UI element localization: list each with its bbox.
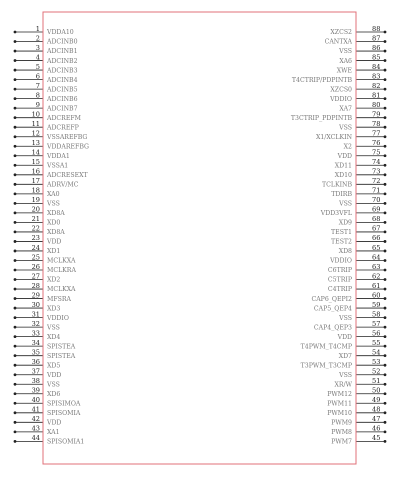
pin-number: 67 (372, 224, 381, 233)
pin-number: 11 (31, 120, 40, 128)
pin-end-dot (14, 59, 17, 62)
pin-number: 10 (31, 110, 40, 119)
pin-label: ADCINB7 (47, 105, 78, 113)
pin-end-dot (384, 316, 387, 319)
pin-number: 7 (35, 81, 40, 90)
pin-end-dot (14, 411, 17, 414)
pin-label: VSS (339, 314, 352, 322)
pin-end-dot (384, 69, 387, 72)
pin-label: XD1 (47, 248, 61, 256)
pin-end-dot (14, 164, 17, 167)
pin-label: PWM7 (331, 438, 352, 446)
pin-end-dot (14, 135, 17, 138)
pin-end-dot (384, 116, 387, 119)
pin-label: SPISOMIA (47, 410, 81, 417)
pin-number: 35 (31, 348, 40, 357)
pin-number: 43 (31, 424, 40, 433)
pin-end-dot (14, 335, 17, 338)
pin-label: ADRV/MC (47, 181, 79, 189)
pin-label: CAP4_QEP3 (313, 324, 352, 332)
pin-label: VDDIO (330, 95, 352, 103)
pin-end-dot (14, 202, 17, 205)
pin-number: 55 (372, 338, 381, 347)
pin-end-dot (384, 364, 387, 367)
pin-end-dot (14, 326, 17, 329)
pin-label: VDD3VFL (320, 210, 352, 218)
pin-number: 14 (31, 148, 40, 157)
pin-label: XA6 (339, 57, 352, 65)
pin-label: TCLKINB (322, 181, 352, 189)
pin-label: XD8A (47, 229, 65, 237)
pin-number: 84 (372, 62, 381, 71)
pin-end-dot (14, 269, 17, 272)
pin-number: 30 (31, 300, 40, 309)
pin-label: XD11 (334, 162, 352, 170)
pin-label: CAP5_QEP4 (313, 305, 352, 313)
pin-label: ADCINB3 (47, 67, 78, 75)
pin-number: 34 (31, 338, 40, 347)
pin-label: VSS (47, 200, 60, 208)
pin-end-dot (384, 183, 387, 186)
pin-end-dot (384, 278, 387, 281)
pin-label: PWM12 (327, 390, 352, 398)
pin-end-dot (384, 411, 387, 414)
pin-label: XWE (336, 67, 352, 75)
pin-end-dot (384, 430, 387, 433)
pin-end-dot (384, 173, 387, 176)
pin-label: T4PWM_T4CMP (300, 343, 352, 351)
pin-number: 58 (372, 310, 381, 319)
pin-end-dot (384, 126, 387, 129)
pin-end-dot (14, 259, 17, 262)
pin-label: ADCINB0 (47, 38, 78, 46)
pin-end-dot (384, 307, 387, 310)
pin-label: XR/W (334, 381, 352, 389)
pin-label: MCLKRA (47, 267, 76, 275)
pin-number: 31 (31, 310, 40, 319)
pin-end-dot (384, 240, 387, 243)
pin-number: 27 (31, 272, 40, 281)
pin-label: XD0 (47, 219, 61, 227)
pin-end-dot (14, 107, 17, 110)
pin-label: XA1 (47, 429, 60, 437)
pin-label: ADCRESEXT (47, 172, 88, 179)
pin-number: 23 (31, 234, 40, 243)
pin-end-dot (14, 297, 17, 300)
pin-label: VSS (339, 124, 352, 132)
pin-number: 40 (31, 396, 40, 405)
pin-label: XZCS0 (330, 86, 352, 94)
pin-end-dot (14, 316, 17, 319)
pin-end-dot (14, 69, 17, 72)
pin-number: 68 (372, 215, 381, 224)
pin-end-dot (384, 345, 387, 348)
pin-number: 54 (372, 348, 381, 357)
pin-end-dot (14, 345, 17, 348)
pin-number: 87 (372, 34, 381, 43)
pin-label: VDDIO (47, 314, 69, 322)
pin-number: 13 (31, 139, 40, 148)
pin-number: 5 (35, 62, 40, 71)
pin-label: XA0 (47, 191, 60, 199)
pin-end-dot (14, 50, 17, 53)
pin-number: 50 (372, 386, 381, 395)
pin-end-dot (14, 288, 17, 291)
pin-label: TEST1 (331, 229, 352, 237)
pin-end-dot (14, 192, 17, 195)
pin-label: XD8 (338, 248, 352, 256)
pin-number: 8 (35, 91, 40, 100)
pin-end-dot (14, 240, 17, 243)
pin-label: XD3 (47, 305, 61, 313)
pin-number: 60 (372, 291, 381, 300)
pin-number: 25 (31, 253, 40, 262)
pin-end-dot (14, 40, 17, 43)
pin-number: 20 (31, 205, 40, 214)
pin-number: 22 (31, 224, 40, 233)
pin-end-dot (384, 288, 387, 291)
pin-number: 53 (372, 358, 381, 366)
pin-number: 88 (372, 24, 381, 33)
pin-number: 36 (31, 358, 40, 366)
pin-number: 47 (372, 415, 381, 424)
pin-label: TEST2 (331, 238, 352, 246)
pin-label: ADCINB1 (47, 48, 78, 56)
pin-label: XD10 (334, 172, 352, 179)
pin-number: 32 (31, 319, 40, 328)
pin-number: 64 (372, 253, 381, 262)
pin-end-dot (384, 78, 387, 81)
pin-number: 4 (35, 53, 40, 62)
pin-number: 51 (372, 377, 381, 386)
pin-end-dot (14, 430, 17, 433)
pin-number: 33 (31, 329, 40, 338)
pin-end-dot (14, 364, 17, 367)
pin-end-dot (14, 373, 17, 376)
pin-label: MFSRA (47, 295, 71, 303)
pin-end-dot (384, 211, 387, 214)
pin-number: 61 (372, 281, 381, 290)
pin-label: VSS (339, 371, 352, 379)
pin-end-dot (14, 307, 17, 310)
pin-end-dot (384, 231, 387, 234)
pin-number: 70 (372, 196, 381, 205)
pin-number: 16 (31, 167, 40, 176)
pin-label: VDD (337, 152, 352, 160)
pin-number: 80 (372, 100, 381, 109)
pin-number: 78 (372, 120, 381, 128)
pin-end-dot (384, 354, 387, 357)
pin-number: 85 (372, 53, 381, 62)
pin-end-dot (384, 145, 387, 148)
pin-number: 39 (31, 386, 40, 395)
pin-end-dot (384, 97, 387, 100)
pin-number: 28 (31, 281, 40, 290)
pin-number: 21 (31, 215, 40, 224)
pin-end-dot (384, 31, 387, 34)
pin-number: 66 (372, 234, 381, 243)
pin-end-dot (384, 335, 387, 338)
pin-label: XD6 (47, 390, 61, 398)
pin-number: 37 (31, 367, 40, 376)
pin-number: 75 (372, 148, 381, 157)
pin-label: CAP6_QEPI2 (311, 295, 352, 303)
pin-end-dot (384, 250, 387, 253)
pin-label: X1/XCLKIN (315, 133, 352, 141)
pin-label: C6TRIP (327, 267, 352, 275)
pin-label: X2 (343, 143, 352, 151)
pin-label: TDIRB (331, 191, 352, 199)
pin-number: 79 (372, 110, 381, 119)
pin-label: VSSAREFBG (47, 133, 88, 141)
pin-end-dot (384, 221, 387, 224)
pin-end-dot (14, 31, 17, 34)
pin-label: PWM8 (331, 429, 352, 437)
pin-end-dot (384, 440, 387, 443)
pin-label: C5TRIP (327, 276, 352, 284)
pin-label: ADCREFM (47, 114, 81, 122)
pin-number: 44 (31, 434, 40, 443)
pin-label: PWM11 (327, 400, 352, 408)
pin-label: SPISTEA (47, 343, 76, 351)
pin-label: VSS (339, 200, 352, 208)
pin-label: VSSA1 (47, 162, 69, 170)
pin-number: 29 (31, 291, 40, 300)
pin-number: 24 (31, 243, 40, 252)
pin-end-dot (14, 221, 17, 224)
pin-number: 83 (372, 72, 381, 81)
pin-end-dot (384, 50, 387, 53)
pin-label: XD5 (47, 362, 61, 370)
pin-end-dot (14, 250, 17, 253)
pin-number: 19 (31, 196, 40, 205)
pin-number: 63 (372, 262, 381, 271)
pin-number: 15 (31, 158, 40, 167)
pin-number: 65 (372, 243, 381, 252)
pin-label: XD4 (47, 333, 61, 341)
pin-end-dot (14, 231, 17, 234)
pin-number: 9 (35, 100, 40, 109)
pin-label: VDDA10 (47, 29, 74, 37)
pin-end-dot (384, 373, 387, 376)
pin-label: ADCINB5 (47, 86, 78, 94)
pin-label: XD2 (47, 276, 61, 284)
pin-label: PWM10 (327, 410, 352, 417)
pin-label: ADCINB6 (47, 95, 78, 103)
pin-label: VDD (47, 238, 62, 246)
pin-end-dot (14, 421, 17, 424)
pin-number: 86 (372, 43, 381, 52)
pin-label: SPISTEA (47, 352, 76, 360)
pin-label: CANTXA (324, 38, 352, 46)
pin-label: ADCINB4 (47, 76, 78, 84)
pin-end-dot (384, 40, 387, 43)
pin-end-dot (384, 107, 387, 110)
pin-number: 52 (372, 367, 381, 376)
pin-end-dot (384, 326, 387, 329)
pin-number: 56 (372, 329, 381, 338)
pin-number: 49 (372, 396, 381, 405)
pin-label: VDD (337, 333, 352, 341)
pin-number: 3 (35, 43, 40, 52)
pin-label: XZCS2 (330, 29, 352, 37)
pin-label: PWM9 (331, 419, 352, 427)
pin-number: 81 (372, 91, 381, 100)
pin-number: 62 (372, 272, 381, 281)
pin-end-dot (14, 383, 17, 386)
pin-number: 26 (31, 262, 40, 271)
pin-end-dot (384, 269, 387, 272)
pin-end-dot (384, 135, 387, 138)
pin-number: 2 (35, 34, 40, 43)
pin-number: 76 (372, 139, 381, 148)
pin-end-dot (384, 383, 387, 386)
pin-label: C4TRIP (327, 286, 352, 294)
pin-end-dot (384, 164, 387, 167)
pin-label: T4CTRIP/PDPINTB (291, 76, 352, 84)
pin-label: XD7 (338, 352, 352, 360)
pin-end-dot (14, 183, 17, 186)
pin-end-dot (384, 154, 387, 157)
pin-label: MCLKXA (47, 286, 76, 294)
pin-end-dot (14, 145, 17, 148)
pin-number: 41 (31, 405, 40, 414)
pin-number: 12 (31, 129, 40, 138)
pin-label: XA7 (339, 105, 352, 113)
pin-end-dot (384, 421, 387, 424)
pin-number: 69 (372, 205, 381, 214)
pin-end-dot (14, 354, 17, 357)
pin-label: VDDA1 (47, 152, 70, 160)
pin-number: 38 (31, 377, 40, 386)
pin-label: VDD (47, 419, 62, 427)
pin-number: 6 (35, 72, 40, 81)
pin-label: VSS (47, 324, 60, 332)
pin-end-dot (14, 402, 17, 405)
pin-end-dot (14, 211, 17, 214)
pin-label: T3CTRIP_PDPINTB (290, 114, 352, 122)
pin-number: 18 (31, 186, 40, 195)
pin-label: SPISIMOA (47, 400, 81, 408)
pin-label: VDD (47, 371, 62, 379)
pin-label: VSS (339, 48, 352, 56)
pin-label: VDDIO (330, 257, 352, 265)
pin-end-dot (384, 88, 387, 91)
pin-label: ADCREFP (47, 124, 79, 132)
pin-number: 57 (372, 319, 381, 328)
pin-number: 74 (372, 158, 381, 167)
pin-label: SPISOMIA1 (47, 438, 85, 446)
pin-number: 1 (35, 24, 40, 33)
pin-number: 71 (372, 186, 381, 195)
pin-number: 72 (372, 177, 381, 186)
pin-end-dot (384, 297, 387, 300)
pin-end-dot (384, 59, 387, 62)
pin-end-dot (14, 78, 17, 81)
pin-number: 45 (372, 434, 381, 443)
pin-end-dot (14, 97, 17, 100)
pin-number: 82 (372, 81, 381, 90)
pin-number: 46 (372, 424, 381, 433)
pin-label: XD8A (47, 210, 65, 218)
pin-end-dot (14, 88, 17, 91)
pin-label: ADCINB2 (47, 57, 78, 65)
pin-end-dot (384, 259, 387, 262)
pin-end-dot (384, 392, 387, 395)
pin-end-dot (14, 392, 17, 395)
pin-end-dot (14, 173, 17, 176)
pin-label: VDDAREFBG (47, 143, 89, 151)
pin-number: 17 (31, 177, 40, 186)
pin-end-dot (14, 154, 17, 157)
pin-number: 73 (372, 167, 381, 176)
pin-label: MCLKXA (47, 257, 76, 265)
pin-end-dot (14, 116, 17, 119)
pin-end-dot (384, 192, 387, 195)
pin-end-dot (14, 126, 17, 129)
pin-label: VSS (47, 381, 60, 389)
pin-end-dot (384, 202, 387, 205)
pin-number: 77 (372, 129, 381, 138)
pin-end-dot (14, 278, 17, 281)
pin-number: 42 (31, 415, 40, 424)
pin-end-dot (14, 440, 17, 443)
pin-end-dot (384, 402, 387, 405)
pin-number: 59 (372, 300, 381, 309)
pin-number: 48 (372, 405, 381, 414)
pin-label: XD9 (338, 219, 352, 227)
pin-label: T3PWM_T3CMP (300, 362, 352, 370)
